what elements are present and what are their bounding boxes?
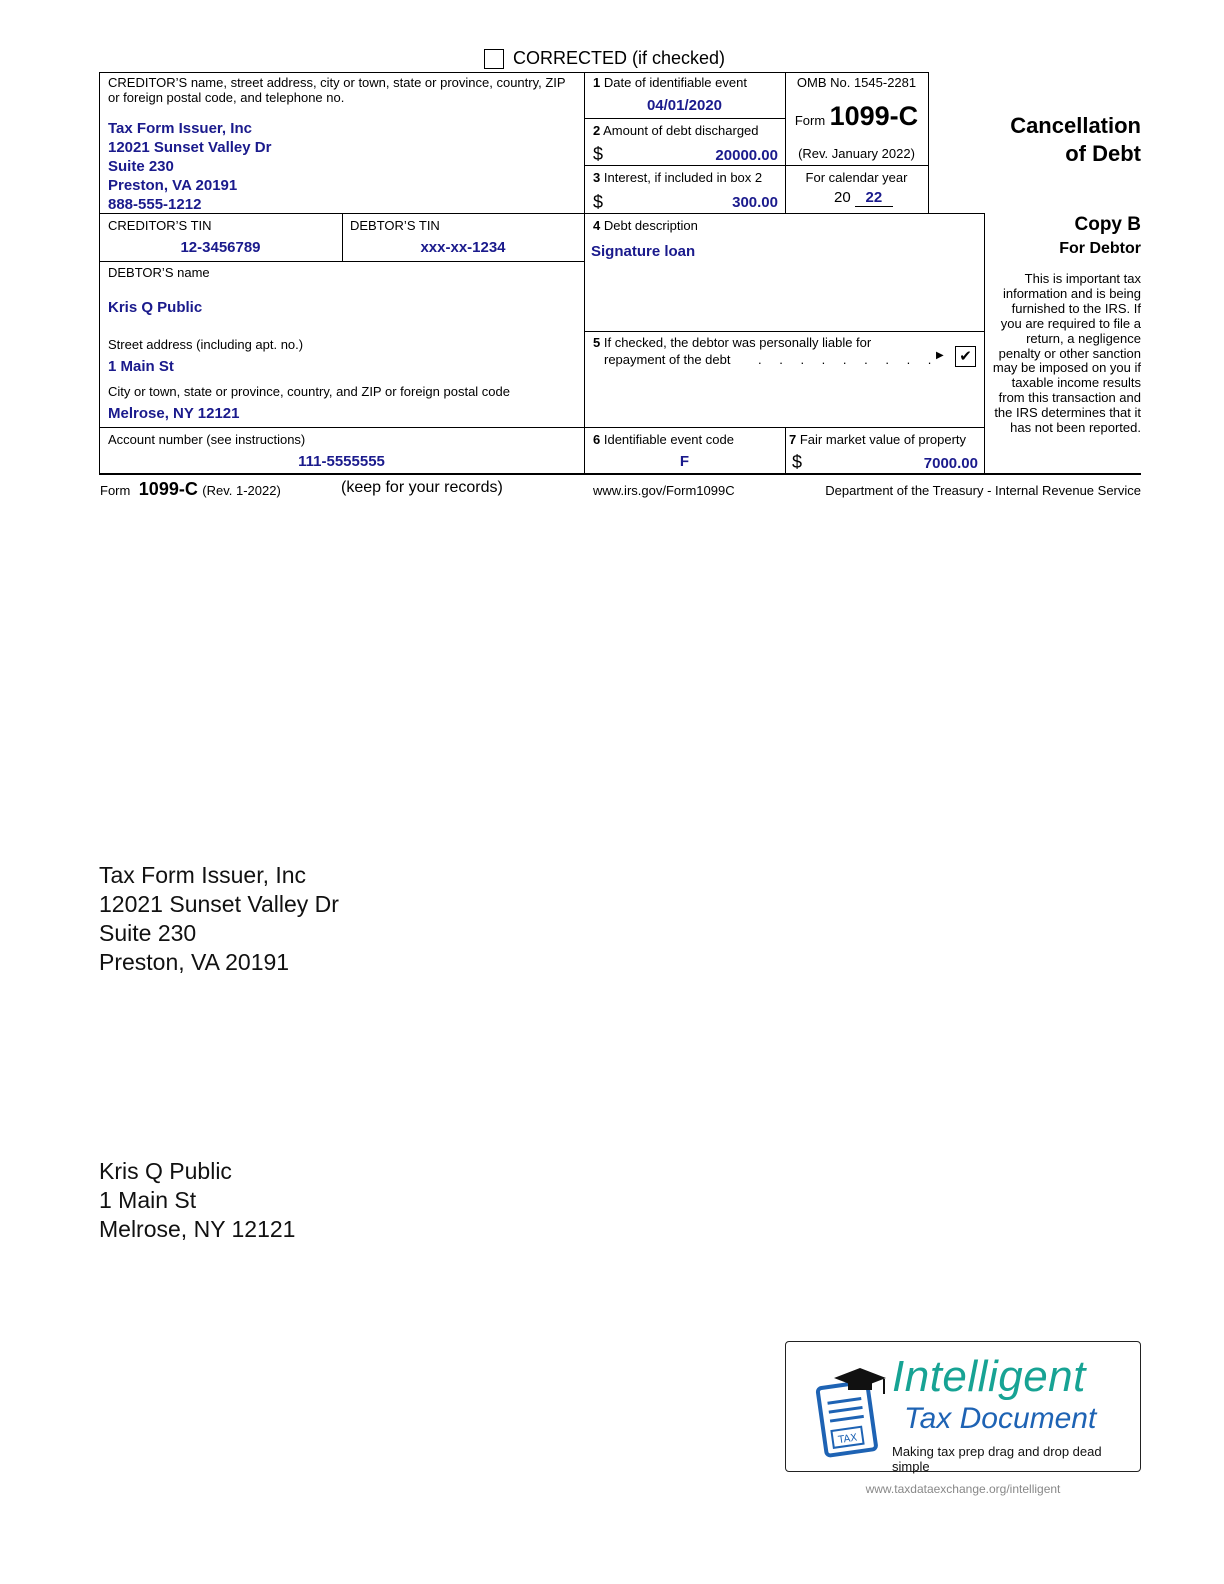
- box5-label: [593, 335, 871, 350]
- corrected-label: CORRECTED (if checked): [513, 48, 726, 68]
- mail-to-address: [99, 1157, 295, 1244]
- box4-label: [593, 218, 698, 233]
- box6-label: [593, 432, 734, 447]
- box5-text-line1: If checked, the debtor was personally liable for: [603, 335, 872, 350]
- copy-notice: This is important tax information and is being furnished to the IRS. If you are required to file a return, a negligence penalty or other sanction may be imposed on you if taxable income results from this transaction and the IRS determines that it has not been reported.: [992, 271, 1141, 436]
- creditor-tin-label: CREDITOR’S TIN: [108, 218, 212, 233]
- logo-line1: Intelligent: [892, 1352, 1086, 1401]
- box2-text: Amount of debt discharged: [603, 123, 759, 138]
- footer-url: www.irs.gov/Form1099C: [593, 483, 735, 498]
- title-line2: of Debt: [1065, 141, 1141, 166]
- form-prefix: Form: [794, 113, 826, 128]
- footer-keep: (keep for your records): [341, 479, 503, 496]
- account-value: 111-5555555: [298, 453, 385, 470]
- calendar-year-prefix: 20: [834, 189, 851, 206]
- box2-currency: $: [593, 144, 604, 164]
- calendar-year-value: 22: [855, 189, 893, 207]
- box5-number: 5: [593, 335, 601, 350]
- form-title: [1010, 112, 1141, 168]
- box3-label: [593, 170, 762, 185]
- box5-dots: . . . . . . . . .: [758, 352, 939, 367]
- creditor-name: Tax Form Issuer, Inc: [108, 120, 252, 137]
- box1-label: [593, 75, 747, 90]
- box7-value: 7000.00: [923, 455, 978, 472]
- box2-number: 2: [593, 123, 601, 138]
- footer-form-number: 1099-C: [138, 479, 198, 499]
- debtor-tin-value: xxx-xx-1234: [420, 239, 506, 256]
- logo-box[interactable]: [785, 1341, 1141, 1472]
- creditor-phone: 888-555-1212: [108, 196, 202, 213]
- mail-to-line: Melrose, NY 12121: [99, 1216, 296, 1242]
- box3-text: Interest, if included in box 2: [603, 170, 763, 185]
- footer-form-id: [100, 479, 281, 500]
- debtor-street-label: Street address (including apt. no.): [108, 337, 304, 352]
- box7-label: [789, 432, 966, 447]
- copy-title: Copy B: [1074, 214, 1141, 235]
- creditor-header: CREDITOR’S name, street address, city or town, state or province, country, ZIP or foreign postal code, and telephone no.: [108, 75, 566, 105]
- box5-label-line2: repayment of the debt: [604, 352, 731, 367]
- tax-badge-text: TAX: [837, 1432, 858, 1447]
- mail-from-line: 12021 Sunset Valley Dr: [99, 891, 339, 917]
- footer-dept: Department of the Treasury - Internal Revenue Service: [825, 483, 1141, 498]
- debtor-tin-label: DEBTOR’S TIN: [350, 218, 440, 233]
- box6-text: Identifiable event code: [603, 432, 734, 447]
- box7-number: 7: [789, 432, 797, 447]
- logo-tagline: Making tax prep drag and drop dead simple: [892, 1444, 1102, 1474]
- calendar-year-label: For calendar year: [805, 170, 908, 185]
- box4-value: Signature loan: [591, 243, 696, 260]
- creditor-suite: Suite 230: [108, 158, 174, 175]
- debtor-city: Melrose, NY 12121: [108, 405, 240, 422]
- logo-line2: Tax Document: [904, 1402, 1097, 1435]
- creditor-city: Preston, VA 20191: [108, 177, 238, 194]
- box1-text: Date of identifiable event: [603, 75, 747, 90]
- title-line1: Cancellation: [1010, 113, 1141, 138]
- calendar-year: [834, 189, 893, 207]
- corrected-checkbox[interactable]: [484, 49, 504, 69]
- account-label: Account number (see instructions): [108, 432, 306, 447]
- mail-from-line: Suite 230: [99, 920, 197, 946]
- box1-number: 1: [593, 75, 601, 90]
- creditor-street: 12021 Sunset Valley Dr: [108, 139, 272, 156]
- footer-form-word: Form: [100, 483, 131, 498]
- mail-to-line: 1 Main St: [99, 1187, 197, 1213]
- box5-arrow-icon: ▶: [936, 350, 944, 361]
- mail-from-line: Tax Form Issuer, Inc: [99, 862, 307, 888]
- debtor-city-label: City or town, state or province, country, and ZIP or foreign postal code: [108, 384, 510, 399]
- box4-text: Debt description: [603, 218, 698, 233]
- box5-checkbox[interactable]: [955, 346, 976, 367]
- logo-url[interactable]: www.taxdataexchange.org/intelligent: [865, 1482, 1061, 1496]
- tax-document-icon: [812, 1364, 892, 1464]
- debtor-name-label: DEBTOR’S name: [108, 265, 210, 280]
- box4-number: 4: [593, 218, 601, 233]
- form-number: 1099-C: [829, 101, 919, 131]
- check-icon: ✔: [959, 348, 972, 365]
- box1-value: 04/01/2020: [646, 97, 723, 114]
- box6-number: 6: [593, 432, 601, 447]
- mail-to-line: Kris Q Public: [99, 1158, 232, 1184]
- omb-number: OMB No. 1545-2281: [796, 75, 917, 90]
- box2-value: 20000.00: [715, 147, 778, 164]
- form-id: [785, 101, 928, 132]
- box6-value: F: [679, 453, 690, 470]
- box7-text: Fair market value of property: [799, 432, 967, 447]
- box3-value: 300.00: [732, 194, 778, 211]
- debtor-street: 1 Main St: [108, 358, 174, 375]
- box3-number: 3: [593, 170, 601, 185]
- box7-currency: $: [792, 452, 803, 472]
- mail-from-address: [99, 861, 339, 977]
- mail-from-line: Preston, VA 20191: [99, 949, 290, 975]
- debtor-name: Kris Q Public: [108, 299, 203, 316]
- copy-subtitle: For Debtor: [1059, 240, 1141, 257]
- creditor-tin-value: 12-3456789: [180, 239, 261, 256]
- box3-currency: $: [593, 192, 604, 212]
- footer-rev: (Rev. 1-2022): [202, 483, 281, 498]
- box2-label: [593, 123, 759, 138]
- form-revision: (Rev. January 2022): [798, 146, 915, 161]
